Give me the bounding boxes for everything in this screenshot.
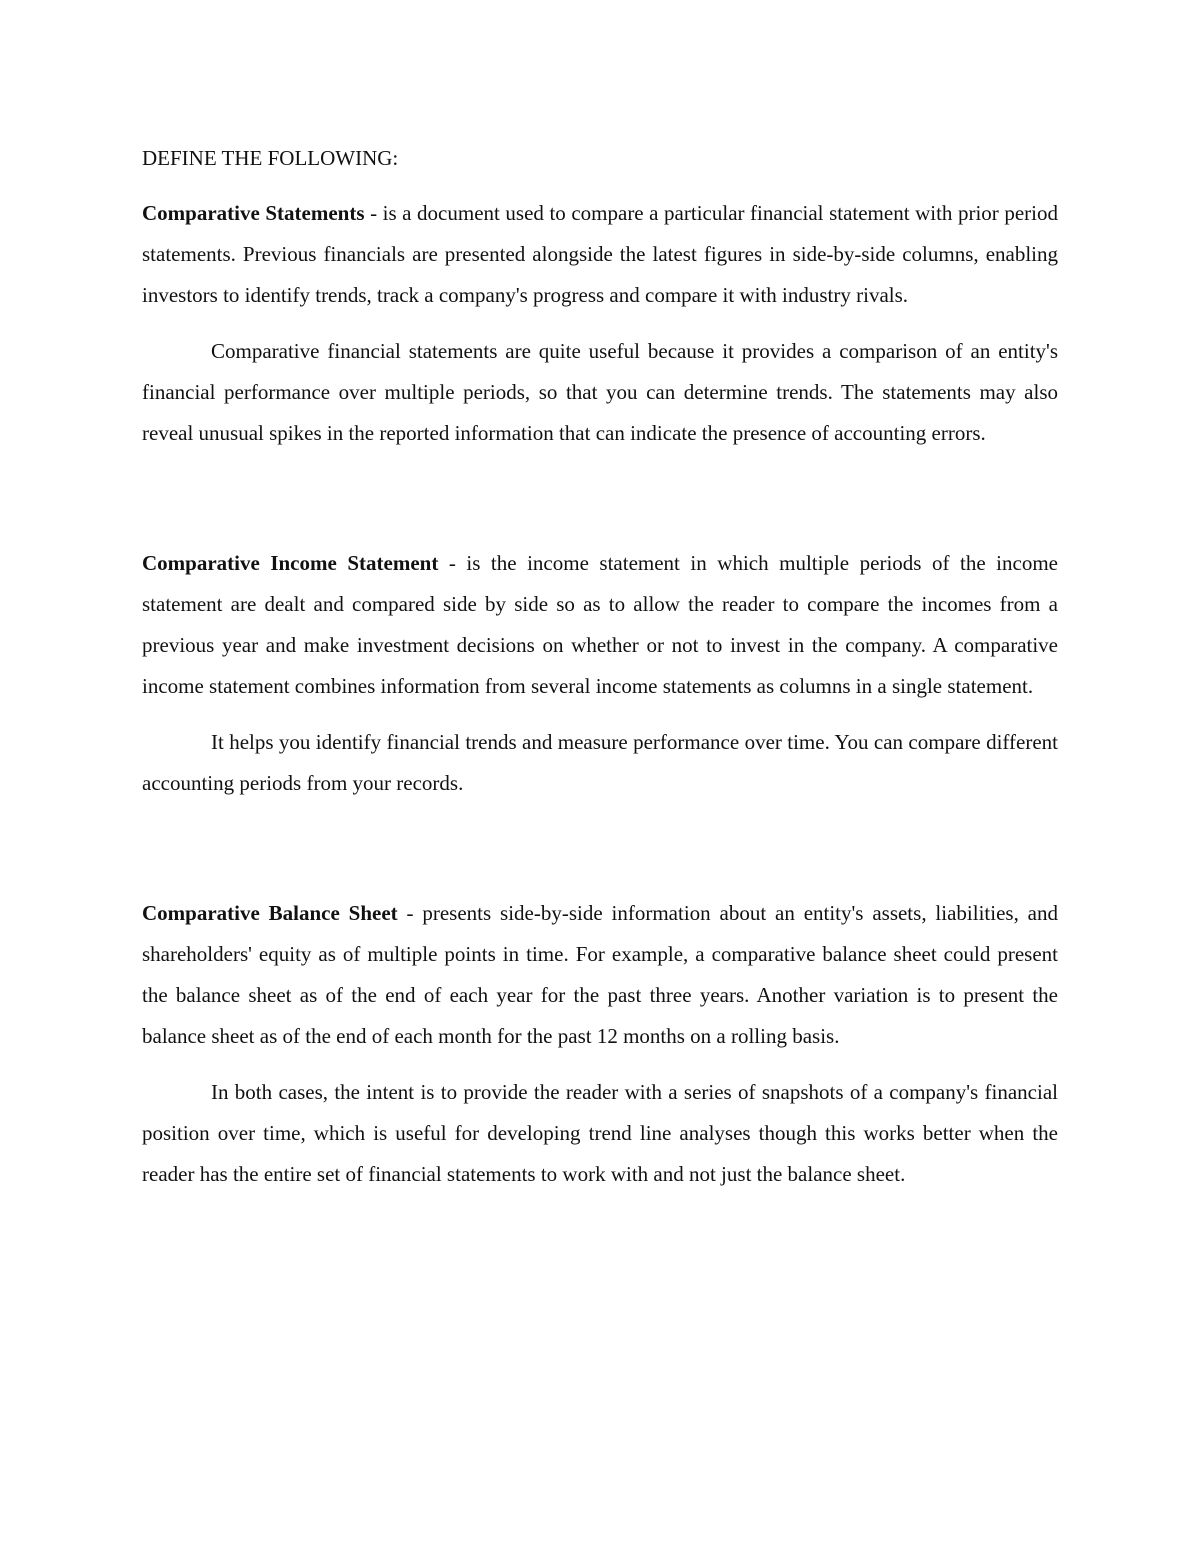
document-page [142, 138, 1058, 1195]
term-label: Comparative Income Statement [142, 551, 439, 575]
definition-text: - is the income statement in which multiple periods of the income statement are dealt and compared side by side so as to allow the reader to compare the incomes from a previous year and make investment decisions on whether or not to invest in the company. A comparative income statement combines information from several income statements as columns in a single statement. [142, 551, 1058, 698]
section-comparative-balance-sheet [142, 893, 1058, 1195]
definition-paragraph [142, 543, 1058, 707]
definition-paragraph [142, 193, 1058, 316]
section-comparative-income-statement [142, 543, 1058, 804]
term-label: Comparative Statements [142, 201, 365, 225]
definition-paragraph [142, 893, 1058, 1057]
term-label: Comparative Balance Sheet [142, 901, 398, 925]
explanation-paragraph: It helps you identify financial trends and measure performance over time. You can compare different accounting periods from your records. [142, 730, 1058, 795]
definition-text: - presents side-by-side information about an entity's assets, liabilities, and shareholders' equity as of multiple points in time. For example, a comparative balance sheet could present the balance sheet as of the end of each year for the past three years. Another variation is to present the balance sheet as of the end of each month for the past 12 months on a rolling basis. [142, 901, 1058, 1048]
explanation-paragraph: In both cases, the intent is to provide the reader with a series of snapshots of a company's financial position over time, which is useful for developing trend line analyses though this works better when the reader has the entire set of financial statements to work with and not just the balance sheet. [142, 1080, 1058, 1186]
section-comparative-statements [142, 193, 1058, 454]
document-heading: DEFINE THE FOLLOWING: [142, 146, 399, 170]
explanation-paragraph: Comparative financial statements are quite useful because it provides a comparison of an entity's financial performance over multiple periods, so that you can determine trends. The statements may also reveal unusual spikes in the reported information that can indicate the presence of accounting errors. [142, 339, 1058, 445]
definition-text: - is a document used to compare a particular financial statement with prior period statements. Previous financials are presented alongside the latest figures in side-by-side columns, enabling investors to identify trends, track a company's progress and compare it with industry rivals. [142, 201, 1059, 307]
